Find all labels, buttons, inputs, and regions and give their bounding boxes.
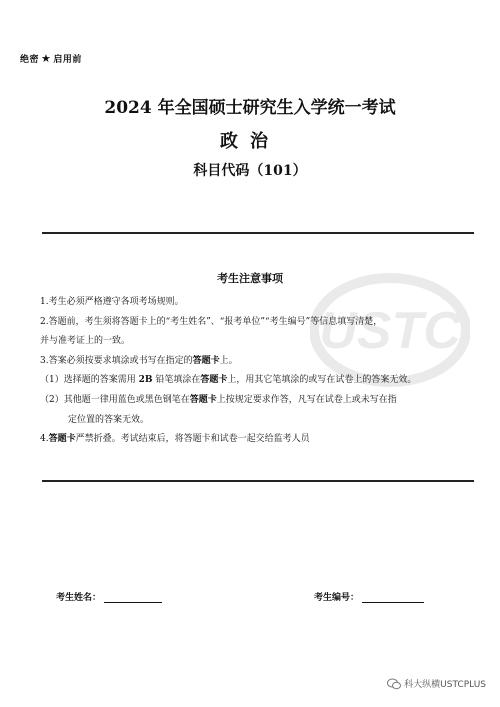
star-icon: ★	[41, 52, 52, 65]
answer-card-keyword: 答题卡	[200, 375, 228, 386]
pencil-keyword: 2B	[138, 375, 153, 386]
candidate-name-field	[56, 590, 162, 603]
source-label: 科大纵横USTCPLUS	[404, 680, 486, 690]
notice-item-2-cont: 并与准考证上的一致。	[40, 336, 131, 347]
secret-label: 绝密	[20, 55, 40, 65]
notice-heading: 考生注意事项	[217, 272, 283, 285]
notice-item-3: 3.答案必须按要求填涂或书写在指定的答题卡上。	[40, 355, 238, 366]
answer-card-keyword: 答题卡	[189, 394, 217, 405]
before-use-label: 启用前	[53, 55, 82, 65]
answer-card-keyword: 答题卡	[192, 355, 220, 366]
notice-item-3-2: （2）其他题一律用蓝色或黑色钢笔在答题卡上按规定要求作答，凡写在试卷上或未写在指	[40, 394, 397, 405]
candidate-name-blank	[104, 592, 162, 603]
source-watermark	[387, 677, 486, 690]
answer-card-keyword: 答题卡	[48, 434, 76, 445]
subject-code: 科目代码（101）	[193, 163, 307, 179]
candidate-number-field	[314, 590, 424, 603]
notice-item-3-2-cont: 定位置的答案无效。	[68, 414, 150, 425]
wechat-icon	[387, 678, 401, 690]
notice-item-1: 1.考生必须严格遵守各项考场规则。	[40, 297, 184, 307]
notice-item-4: 4.答题卡严禁折叠。考试结束后，将答题卡和试卷一起交给监考人员	[40, 434, 310, 445]
candidate-name-label: 考生姓名：	[56, 593, 102, 603]
svg-text:USTC: USTC	[319, 302, 461, 360]
exam-title: 2024 年全国硕士研究生入学统一考试	[104, 98, 396, 118]
notice-item-3-1: （1）选择题的答案需用 2B 铅笔填涂在答题卡上，用其它笔填涂的或写在试卷上的答案无效。	[40, 375, 417, 386]
divider-bottom	[42, 480, 474, 482]
notice-item-2: 2.答题前，考生须将答题卡上的“考生姓名”、“报考单位”“考生编号”等信息填写清楚，	[40, 316, 383, 327]
candidate-number-blank	[362, 592, 424, 603]
notice-list	[40, 293, 480, 450]
candidate-number-label: 考生编号：	[314, 593, 360, 603]
divider-top	[42, 232, 474, 234]
confidential-mark	[20, 52, 82, 65]
exam-subject: 政治	[220, 131, 280, 152]
